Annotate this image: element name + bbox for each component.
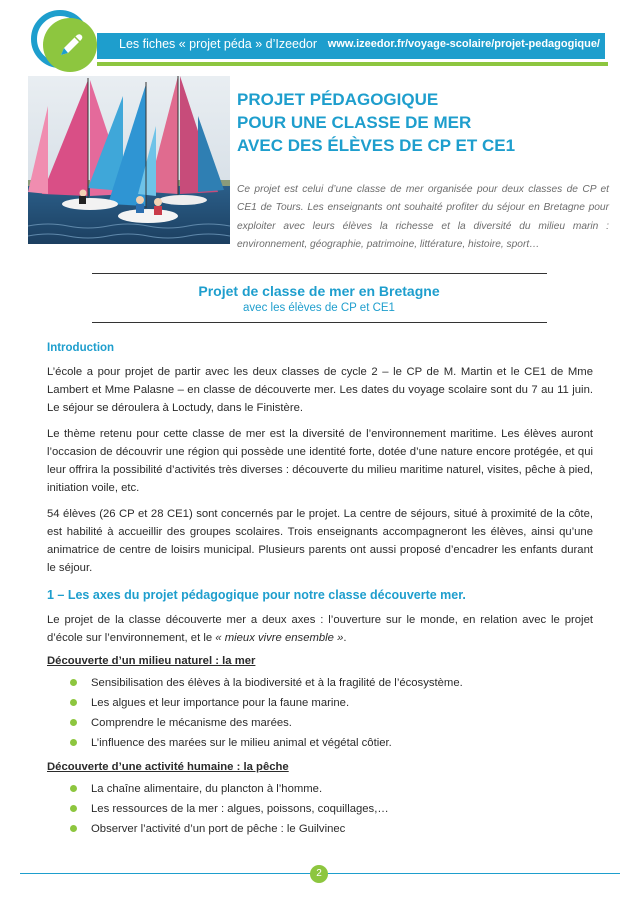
list-item-text: Comprendre le mécanisme des marées. [91, 717, 292, 729]
page-number: 2 [310, 865, 328, 883]
page-title [237, 88, 617, 157]
title-line-3: AVEC DES ÉLÈVES DE CP ET CE1 [237, 136, 516, 155]
bullet-icon [70, 785, 77, 792]
list-item-text: Les algues et leur importance pour la faune marine. [91, 697, 350, 709]
intro-summary: Ce projet est celui d’une classe de mer organisée pour deux classes de CP et CE1 de Tours. Les enseignants ont souhaité profiter du séjour en Bretagne pour exploiter avec leurs élèves la richesse et la diversité du milieu marin : environnement, géographie, patrimoine, littérature, histoire, sport… [237, 184, 609, 251]
list-item [47, 779, 593, 799]
pen-icon [53, 28, 87, 62]
paragraph-4-end: . [343, 632, 347, 644]
logo-badge [43, 18, 97, 72]
page-header [0, 0, 638, 80]
list-item [47, 693, 593, 713]
top-rule [92, 273, 547, 274]
list-item-text: Observer l’activité d’un port de pêche : le Guilvinec [91, 823, 346, 835]
axis-1-list [47, 673, 593, 753]
paragraph-4-start: Le projet de la classe découverte mer a deux axes : l’ouverture sur le monde, en relation avec le projet d’école sur l’environnement, et le [47, 614, 593, 644]
list-item-text: L’influence des marées sur le milieu animal et végétal côtier. [91, 737, 392, 749]
paragraph-3: 54 élèves (26 CP et 28 CE1) sont concernés par le projet. La centre de séjours, situé à proximité de la côte, est habilité à accueillir des groupes scolaires. Trois enseignants accompagneront les élèves, ainsi qu’une animatrice de centre de loisirs municipal. Plusieurs parents ont aussi proposé d’encadrer les enfants durant le séjour. [47, 508, 593, 574]
introduction-heading: Introduction [47, 342, 115, 354]
bullet-icon [70, 739, 77, 746]
title-line-1: PROJET PÉDAGOGIQUE [237, 90, 439, 109]
paragraph-1: L’école a pour projet de partir avec les deux classes de cycle 2 – le CP de M. Martin et le CE1 de Mme Lambert et Mme Palasne – en classe de découverte mer. Les dates du voyage scolaire sont du 7 au 11 juin. Le séjour se déroulera à Loctudy, dans le Finistère. [47, 366, 593, 414]
bottom-rule [92, 322, 547, 323]
paragraph-4 [47, 611, 593, 647]
project-subtitle-sub: avec les élèves de CP et CE1 [243, 302, 395, 314]
list-item [47, 819, 593, 839]
header-series-title: Les fiches « projet péda » d’Izeedor [119, 37, 318, 51]
document-body [47, 342, 593, 847]
bullet-icon [70, 719, 77, 726]
header-green-rule [97, 62, 608, 66]
axis-2-list [47, 779, 593, 839]
list-item [47, 673, 593, 693]
axis-2-heading: Découverte d’une activité humaine : la pêche [47, 761, 289, 773]
bullet-icon [70, 679, 77, 686]
project-subtitle: Projet de classe de mer en Bretagne [198, 283, 440, 299]
section-1-heading: 1 – Les axes du projet pédagogique pour notre classe découverte mer. [47, 588, 466, 602]
bullet-icon [70, 825, 77, 832]
list-item [47, 799, 593, 819]
sailboats-image [28, 76, 230, 244]
bullet-icon [70, 805, 77, 812]
title-line-2: POUR UNE CLASSE DE MER [237, 113, 472, 132]
list-item [47, 733, 593, 753]
list-item-text: Sensibilisation des élèves à la biodiversité et à la fragilité de l’écosystème. [91, 677, 463, 689]
bullet-icon [70, 699, 77, 706]
sailing-photo [28, 76, 230, 244]
axis-1-heading: Découverte d’un milieu naturel : la mer [47, 655, 256, 667]
list-item-text: Les ressources de la mer : algues, poissons, coquillages,… [91, 803, 389, 815]
header-url[interactable]: www.izeedor.fr/voyage-scolaire/projet-pedagogique/ [327, 38, 600, 50]
list-item-text: La chaîne alimentaire, du plancton à l’homme. [91, 783, 323, 795]
list-item [47, 713, 593, 733]
logo [31, 10, 106, 80]
paragraph-4-quote: « mieux vivre ensemble » [215, 632, 344, 644]
paragraph-2: Le thème retenu pour cette classe de mer est la diversité de l’environnement maritime. Les élèves auront l’occasion de découvrir une région qui possède une identité forte, dotée d’une nature encore protégée, et qui leur offrira la possibilité d’activités très diverses : découverte du milieu maritime naturel, visites, pêche à pied, initiation voile, etc. [47, 428, 593, 494]
